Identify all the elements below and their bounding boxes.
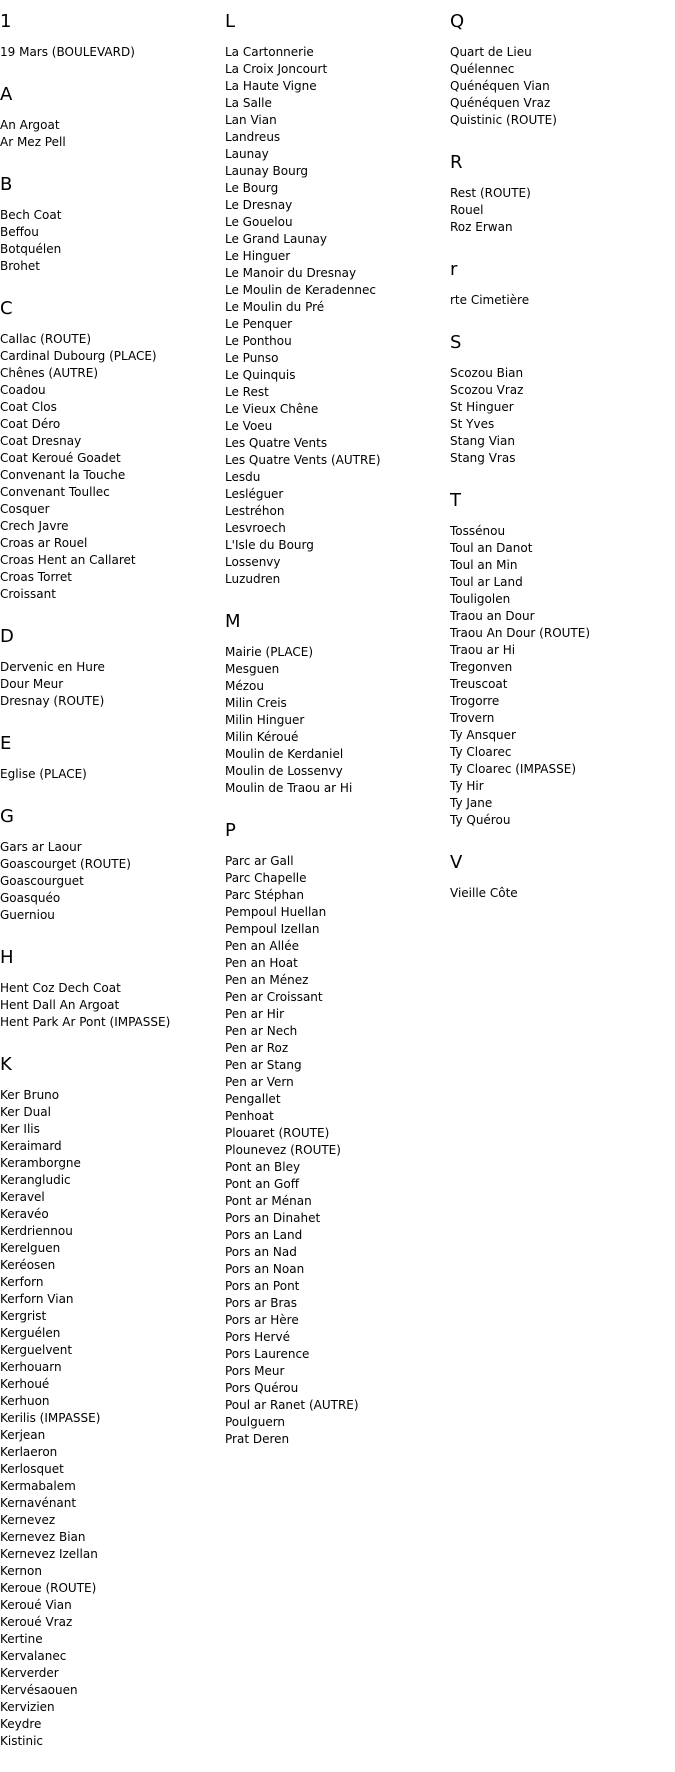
street-link[interactable]: Kernevez Izellan: [0, 1547, 98, 1561]
street-link[interactable]: Keraimard: [0, 1139, 62, 1153]
street-link[interactable]: Pen an Ménez: [225, 973, 309, 987]
street-link[interactable]: Gars ar Laour: [0, 840, 82, 854]
street-link[interactable]: Lossenvy: [225, 555, 281, 569]
letter-group: [225, 610, 445, 797]
street-link[interactable]: Croissant: [0, 587, 56, 601]
street-link[interactable]: Kerforn: [0, 1275, 44, 1289]
street-link[interactable]: Croas Hent an Callaret: [0, 553, 136, 567]
street-link[interactable]: Ty Ansquer: [450, 728, 516, 742]
street-link[interactable]: Le Manoir du Dresnay: [225, 266, 357, 280]
street-link[interactable]: Le Dresnay: [225, 198, 293, 212]
street-link[interactable]: Rouel: [450, 203, 484, 217]
street-link[interactable]: Keravel: [0, 1190, 45, 1204]
street-link[interactable]: Kergrist: [0, 1309, 47, 1323]
street-link[interactable]: Traou an Dour: [450, 609, 535, 623]
street-link[interactable]: An Argoat: [0, 118, 60, 132]
street-link[interactable]: Lesvroech: [225, 521, 286, 535]
street-link[interactable]: Mesguen: [225, 662, 280, 676]
street-list: [0, 1087, 220, 1750]
street-link[interactable]: Lesléguer: [225, 487, 284, 501]
letter-group: [0, 173, 220, 275]
street-link[interactable]: Toul an Min: [450, 558, 518, 572]
street-list: [225, 44, 445, 588]
street-link[interactable]: Coat Déro: [0, 417, 61, 431]
street-link[interactable]: Pont ar Ménan: [225, 1194, 312, 1208]
street-link[interactable]: Kerelguen: [0, 1241, 61, 1255]
street-list: [0, 659, 220, 710]
street-link[interactable]: Kistinic: [0, 1734, 44, 1748]
street-link[interactable]: Kerjean: [0, 1428, 46, 1442]
street-link[interactable]: Le Moulin de Keradennec: [225, 283, 377, 297]
street-link[interactable]: Kervalanec: [0, 1649, 67, 1663]
street-link[interactable]: Le Quinquis: [225, 368, 296, 382]
letter-heading: T: [450, 490, 461, 511]
street-link[interactable]: Kerhouarn: [0, 1360, 62, 1374]
street-link[interactable]: Ty Cloarec: [450, 745, 512, 759]
letter-group: [450, 489, 670, 829]
street-link[interactable]: Tregonven: [450, 660, 513, 674]
street-link[interactable]: Le Penquer: [225, 317, 293, 331]
street-link[interactable]: Kerguelvent: [0, 1343, 73, 1357]
street-link[interactable]: Croas ar Rouel: [0, 536, 88, 550]
street-list: [0, 44, 220, 61]
street-link[interactable]: La Haute Vigne: [225, 79, 317, 93]
street-link[interactable]: Stang Vras: [450, 451, 516, 465]
street-link[interactable]: Cardinal Dubourg (PLACE): [0, 349, 157, 363]
street-link[interactable]: Luzudren: [225, 572, 281, 586]
street-link[interactable]: Croas Torret: [0, 570, 72, 584]
street-link[interactable]: Chênes (AUTRE): [0, 366, 99, 380]
street-link[interactable]: Pen ar Hir: [225, 1007, 285, 1021]
street-link[interactable]: Kernevez Bian: [0, 1530, 86, 1544]
street-link[interactable]: Plounevez (ROUTE): [225, 1143, 341, 1157]
street-link[interactable]: Scozou Bian: [450, 366, 524, 380]
street-link[interactable]: Les Quatre Vents: [225, 436, 328, 450]
letter-heading: M: [225, 611, 241, 632]
street-link[interactable]: Coat Clos: [0, 400, 57, 414]
street-link[interactable]: St Hinguer: [450, 400, 514, 414]
street-link[interactable]: Keréosen: [0, 1258, 56, 1272]
street-link[interactable]: Les Quatre Vents (AUTRE): [225, 453, 381, 467]
street-link[interactable]: Kerforn Vian: [0, 1292, 74, 1306]
street-list: [0, 207, 220, 275]
street-link[interactable]: Quistinic (ROUTE): [450, 113, 557, 127]
street-link[interactable]: L'Isle du Bourg: [225, 538, 314, 552]
street-link[interactable]: Beffou: [0, 225, 39, 239]
street-link[interactable]: Le Vieux Chêne: [225, 402, 319, 416]
street-link[interactable]: Keravéo: [0, 1207, 49, 1221]
street-link[interactable]: Traou An Dour (ROUTE): [450, 626, 591, 640]
index-column-2: [225, 10, 445, 1470]
street-link[interactable]: Keroué Vian: [0, 1598, 72, 1612]
letter-heading: A: [0, 84, 13, 105]
letter-group: [0, 83, 220, 151]
street-link[interactable]: Botquélen: [0, 242, 62, 256]
letter-group: [0, 946, 220, 1031]
street-link[interactable]: Kermabalem: [0, 1479, 76, 1493]
street-link[interactable]: Pors an Land: [225, 1228, 303, 1242]
street-link[interactable]: Moulin de Traou ar Hi: [225, 781, 353, 795]
street-link[interactable]: Toul ar Land: [450, 575, 523, 589]
street-link[interactable]: Pont an Goff: [225, 1177, 299, 1191]
street-link[interactable]: Pen an Allée: [225, 939, 300, 953]
letter-group: [0, 10, 220, 61]
street-link[interactable]: Ty Hir: [450, 779, 484, 793]
street-link[interactable]: Pont an Bley: [225, 1160, 301, 1174]
street-link[interactable]: Kerverder: [0, 1666, 59, 1680]
street-link[interactable]: Kerhoué: [0, 1377, 50, 1391]
street-link[interactable]: Guerniou: [0, 908, 55, 922]
letter-heading: D: [0, 626, 14, 647]
letter-group: [450, 258, 670, 309]
street-link[interactable]: Pempoul Izellan: [225, 922, 320, 936]
street-list: [225, 644, 445, 797]
street-link[interactable]: Quélennec: [450, 62, 515, 76]
letter-heading: 1: [0, 11, 12, 32]
street-list: [0, 766, 220, 783]
letter-heading: K: [0, 1054, 12, 1075]
street-link[interactable]: Keroue (ROUTE): [0, 1581, 97, 1595]
street-link[interactable]: Lesdu: [225, 470, 261, 484]
street-link[interactable]: Callac (ROUTE): [0, 332, 92, 346]
street-link[interactable]: Goasquéo: [0, 891, 61, 905]
street-link[interactable]: Kernevez: [0, 1513, 56, 1527]
street-link[interactable]: La Croix Joncourt: [225, 62, 328, 76]
street-link[interactable]: Toul an Danot: [450, 541, 533, 555]
street-link[interactable]: Ker Dual: [0, 1105, 51, 1119]
street-link[interactable]: Convenant Toullec: [0, 485, 110, 499]
letter-heading: E: [0, 733, 12, 754]
letter-group: [450, 331, 670, 467]
letter-heading: V: [450, 852, 463, 873]
letter-heading: Q: [450, 11, 465, 32]
street-link[interactable]: Pors an Nad: [225, 1245, 297, 1259]
street-link[interactable]: Kerilis (IMPASSE): [0, 1411, 101, 1425]
street-link[interactable]: Pen ar Roz: [225, 1041, 289, 1055]
street-link[interactable]: Quart de Lieu: [450, 45, 532, 59]
letter-group: [450, 851, 670, 902]
street-link[interactable]: Penhoat: [225, 1109, 274, 1123]
letter-heading: L: [225, 11, 236, 32]
street-link[interactable]: Kerhuon: [0, 1394, 50, 1408]
street-link[interactable]: Brohet: [0, 259, 40, 273]
street-link[interactable]: Kervésaouen: [0, 1683, 78, 1697]
letter-group: [0, 297, 220, 603]
street-link[interactable]: Pors Meur: [225, 1364, 285, 1378]
street-link[interactable]: Lestréhon: [225, 504, 285, 518]
street-link[interactable]: Le Ponthou: [225, 334, 292, 348]
street-link[interactable]: Launay: [225, 147, 269, 161]
street-link[interactable]: Le Voeu: [225, 419, 273, 433]
street-link[interactable]: Pors an Pont: [225, 1279, 300, 1293]
street-link[interactable]: Trogorre: [450, 694, 500, 708]
street-link[interactable]: La Salle: [225, 96, 272, 110]
street-link[interactable]: Hent Park Ar Pont (IMPASSE): [0, 1015, 171, 1029]
street-link[interactable]: Landreus: [225, 130, 281, 144]
street-link[interactable]: Ker Bruno: [0, 1088, 60, 1102]
street-link[interactable]: Crech Javre: [0, 519, 69, 533]
street-link[interactable]: Launay Bourg: [225, 164, 309, 178]
street-link[interactable]: Kerangludic: [0, 1173, 71, 1187]
street-link[interactable]: Tossénou: [450, 524, 506, 538]
street-link[interactable]: Milin Kéroué: [225, 730, 299, 744]
letter-group: [0, 1053, 220, 1750]
letter-group: [450, 10, 670, 129]
street-link[interactable]: Ker Ilis: [0, 1122, 40, 1136]
street-link[interactable]: Ty Cloarec (IMPASSE): [450, 762, 576, 776]
street-link[interactable]: Le Gouelou: [225, 215, 293, 229]
street-link[interactable]: rte Cimetière: [450, 293, 530, 307]
street-link[interactable]: Treuscoat: [450, 677, 508, 691]
street-link[interactable]: Parc Chapelle: [225, 871, 307, 885]
letter-heading: B: [0, 174, 13, 195]
street-link[interactable]: Kerlaeron: [0, 1445, 58, 1459]
street-link[interactable]: Moulin de Kerdaniel: [225, 747, 344, 761]
street-link[interactable]: Pempoul Huellan: [225, 905, 327, 919]
letter-heading: P: [225, 820, 236, 841]
street-list: [0, 331, 220, 603]
street-link[interactable]: Dervenic en Hure: [0, 660, 105, 674]
street-link[interactable]: Keroué Vraz: [0, 1615, 73, 1629]
street-link[interactable]: Pors ar Bras: [225, 1296, 298, 1310]
letter-group: [0, 732, 220, 783]
street-list: [0, 117, 220, 151]
street-link[interactable]: Plouaret (ROUTE): [225, 1126, 330, 1140]
letter-heading: G: [0, 806, 14, 827]
street-link[interactable]: Pen ar Croissant: [225, 990, 323, 1004]
street-link[interactable]: Goascourguet: [0, 874, 84, 888]
street-link[interactable]: Vieille Côte: [450, 886, 518, 900]
letter-group: [450, 151, 670, 236]
letter-heading: H: [0, 947, 14, 968]
street-link[interactable]: 19 Mars (BOULEVARD): [0, 45, 135, 59]
index-column-3: [450, 10, 670, 924]
street-link[interactable]: Poul ar Ranet (AUTRE): [225, 1398, 359, 1412]
street-link[interactable]: Ar Mez Pell: [0, 135, 66, 149]
street-link[interactable]: Dresnay (ROUTE): [0, 694, 105, 708]
street-link[interactable]: Eglise (PLACE): [0, 767, 87, 781]
street-link[interactable]: Dour Meur: [0, 677, 64, 691]
street-link[interactable]: Parc ar Gall: [225, 854, 294, 868]
street-link[interactable]: Convenant la Touche: [0, 468, 126, 482]
street-link[interactable]: Cosquer: [0, 502, 50, 516]
street-link[interactable]: Coadou: [0, 383, 46, 397]
street-list: [0, 980, 220, 1031]
street-list: [450, 44, 670, 129]
street-link[interactable]: Mézou: [225, 679, 264, 693]
street-link[interactable]: Poulguern: [225, 1415, 286, 1429]
street-link[interactable]: Traou ar Hi: [450, 643, 516, 657]
street-link[interactable]: Ty Jane: [450, 796, 493, 810]
street-link[interactable]: Keydre: [0, 1717, 42, 1731]
street-link[interactable]: Roz Erwan: [450, 220, 513, 234]
street-link[interactable]: Le Punso: [225, 351, 279, 365]
street-link[interactable]: La Cartonnerie: [225, 45, 314, 59]
street-list: [450, 523, 670, 829]
letter-heading: R: [450, 152, 463, 173]
street-link[interactable]: Le Hinguer: [225, 249, 291, 263]
street-link[interactable]: Pors an Dinahet: [225, 1211, 321, 1225]
street-link[interactable]: Quénéquen Vian: [450, 79, 550, 93]
street-link[interactable]: Kerlosquet: [0, 1462, 64, 1476]
street-link[interactable]: Touligolen: [450, 592, 511, 606]
street-link[interactable]: Kertine: [0, 1632, 43, 1646]
street-link[interactable]: Moulin de Lossenvy: [225, 764, 343, 778]
street-link[interactable]: Pors Hervé: [225, 1330, 290, 1344]
street-link[interactable]: Milin Creis: [225, 696, 287, 710]
street-link[interactable]: Coat Keroué Goadet: [0, 451, 121, 465]
street-list: [225, 853, 445, 1448]
street-link[interactable]: Le Rest: [225, 385, 269, 399]
street-list: [450, 292, 670, 309]
street-list: [0, 839, 220, 924]
street-link[interactable]: Coat Dresnay: [0, 434, 82, 448]
street-link[interactable]: Scozou Vraz: [450, 383, 524, 397]
street-link[interactable]: Hent Coz Dech Coat: [0, 981, 121, 995]
street-link[interactable]: Kernon: [0, 1564, 42, 1578]
street-link[interactable]: Pen ar Vern: [225, 1075, 294, 1089]
street-link[interactable]: Goascourget (ROUTE): [0, 857, 131, 871]
street-link[interactable]: Le Moulin du Pré: [225, 300, 325, 314]
street-link[interactable]: Pors ar Hère: [225, 1313, 299, 1327]
street-list: [450, 185, 670, 236]
letter-heading: S: [450, 332, 462, 353]
letter-group: [225, 819, 445, 1448]
street-link[interactable]: Pengallet: [225, 1092, 281, 1106]
street-link[interactable]: Quénéquen Vraz: [450, 96, 551, 110]
street-link[interactable]: Parc Stéphan: [225, 888, 305, 902]
street-link[interactable]: Trovern: [450, 711, 495, 725]
letter-heading: r: [450, 259, 458, 280]
street-link[interactable]: Pen an Hoat: [225, 956, 298, 970]
street-list: [450, 365, 670, 467]
letter-group: [225, 10, 445, 588]
street-link[interactable]: Kerdriennou: [0, 1224, 73, 1238]
letter-group: [0, 625, 220, 710]
street-link[interactable]: Stang Vian: [450, 434, 515, 448]
street-link[interactable]: Kernavénant: [0, 1496, 77, 1510]
letter-group: [0, 805, 220, 924]
street-link[interactable]: Milin Hinguer: [225, 713, 305, 727]
letter-heading: C: [0, 298, 13, 319]
street-link[interactable]: Lan Vian: [225, 113, 277, 127]
street-list: [450, 885, 670, 902]
street-link[interactable]: Ty Quérou: [450, 813, 511, 827]
street-link[interactable]: Keramborgne: [0, 1156, 81, 1170]
street-link[interactable]: Prat Deren: [225, 1432, 290, 1446]
street-link[interactable]: Rest (ROUTE): [450, 186, 531, 200]
street-link[interactable]: Pen ar Stang: [225, 1058, 302, 1072]
street-link[interactable]: Pen ar Nech: [225, 1024, 298, 1038]
street-link[interactable]: Le Grand Launay: [225, 232, 327, 246]
street-link[interactable]: Pors Laurence: [225, 1347, 310, 1361]
street-link[interactable]: Mairie (PLACE): [225, 645, 314, 659]
street-link[interactable]: Pors an Noan: [225, 1262, 305, 1276]
street-link[interactable]: Le Bourg: [225, 181, 279, 195]
index-column-1: [0, 10, 220, 1772]
street-link[interactable]: Bech Coat: [0, 208, 62, 222]
street-link[interactable]: Hent Dall An Argoat: [0, 998, 120, 1012]
street-link[interactable]: Kervizien: [0, 1700, 55, 1714]
street-link[interactable]: Pors Quérou: [225, 1381, 299, 1395]
street-link[interactable]: Kerguélen: [0, 1326, 61, 1340]
street-link[interactable]: St Yves: [450, 417, 495, 431]
